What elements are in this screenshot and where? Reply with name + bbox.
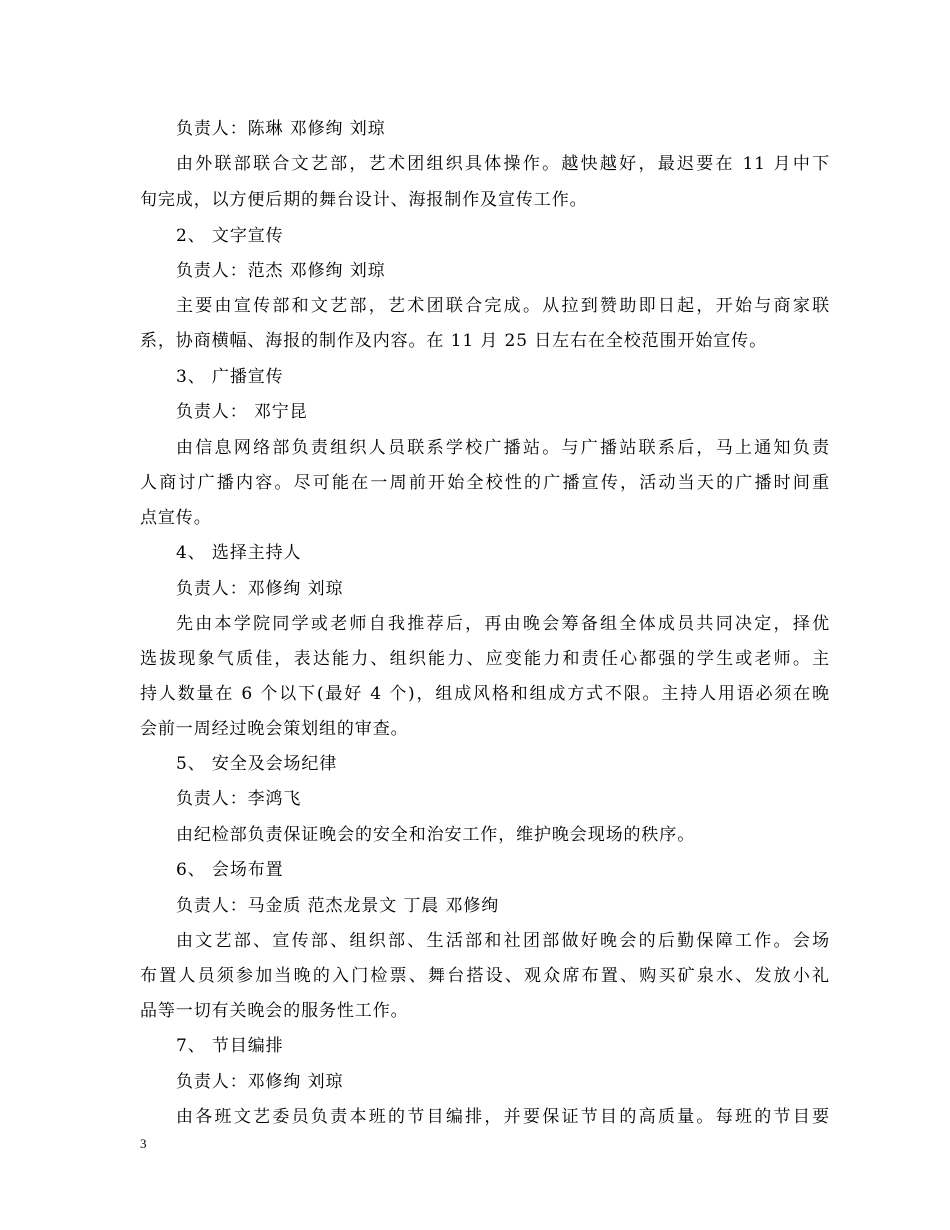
body-paragraph-line: 由纪检部负责保证晚会的安全和治安工作，维护晚会现场的秩序。: [176, 825, 696, 845]
responsible-person-line: 负责人：邓修绚 刘琼: [176, 1072, 344, 1092]
section-heading: 4、 选择主持人: [176, 543, 302, 563]
responsible-person-line: 负责人：马金质 范杰龙景文 丁晨 邓修绚: [176, 896, 500, 916]
body-paragraph-line: 会前一周经过晚会策划组的审查。: [140, 719, 409, 739]
body-paragraph-line: 系，协商横幅、海报的制作及内容。在 11 月 25 日左右在全校范围开始宣传。: [140, 331, 767, 351]
body-paragraph-line: 旬完成，以方便后期的舞台设计、海报制作及宣传工作。: [140, 190, 588, 210]
body-paragraph-line: 品等一切有关晚会的服务性工作。: [140, 1001, 409, 1021]
page-number: 3: [140, 1136, 147, 1151]
body-paragraph-line: 由文艺部、宣传部、组织部、生活部和社团部做好晚会的后勤保障工作。会场: [176, 931, 830, 951]
responsible-person-line: 负责人：邓修绚 刘琼: [176, 579, 344, 599]
responsible-person-line: 负责人：范杰 邓修绚 刘琼: [176, 261, 386, 281]
section-heading: 7、 节目编排: [176, 1036, 284, 1056]
body-paragraph-line: 由信息网络部负责组织人员联系学校广播站。与广播站联系后，马上通知负责: [176, 438, 830, 458]
body-paragraph-line: 主要由宣传部和文艺部，艺术团联合完成。从拉到赞助即日起，开始与商家联: [176, 296, 830, 316]
body-paragraph-line: 由外联部联合文艺部，艺术团组织具体操作。越快越好，最迟要在 11 月中下: [176, 154, 830, 174]
section-heading: 2、 文字宣传: [176, 226, 284, 246]
responsible-person-line: 负责人：李鸿飞: [176, 789, 302, 809]
body-paragraph-line: 点宣传。: [140, 508, 212, 528]
section-heading: 3、 广播宣传: [176, 367, 284, 387]
body-paragraph-line: 布置人员须参加当晚的入门检票、舞台搭设、观众席布置、购买矿泉水、发放小礼: [140, 966, 830, 986]
body-paragraph-line: 由各班文艺委员负责本班的节目编排，并要保证节目的高质量。每班的节目要: [176, 1107, 830, 1127]
section-heading: 5、 安全及会场纪律: [176, 754, 338, 774]
section-heading: 6、 会场布置: [176, 860, 284, 880]
body-paragraph-line: 选拔现象气质佳，表达能力、组织能力、应变能力和责任心都强的学生或老师。主: [140, 649, 830, 669]
responsible-person-line: 负责人：陈琳 邓修绚 刘琼: [176, 119, 386, 139]
body-paragraph-line: 人商讨广播内容。尽可能在一周前开始全校性的广播宣传，活动当天的广播时间重: [140, 473, 830, 493]
body-paragraph-line: 持人数量在 6 个以下(最好 4 个)，组成风格和组成方式不限。主持人用语必须在晚: [140, 684, 830, 704]
body-paragraph-line: 先由本学院同学或老师自我推荐后，再由晚会筹备组全体成员共同决定，择优: [176, 614, 830, 634]
responsible-person-line: 负责人： 邓宁昆: [176, 402, 308, 422]
